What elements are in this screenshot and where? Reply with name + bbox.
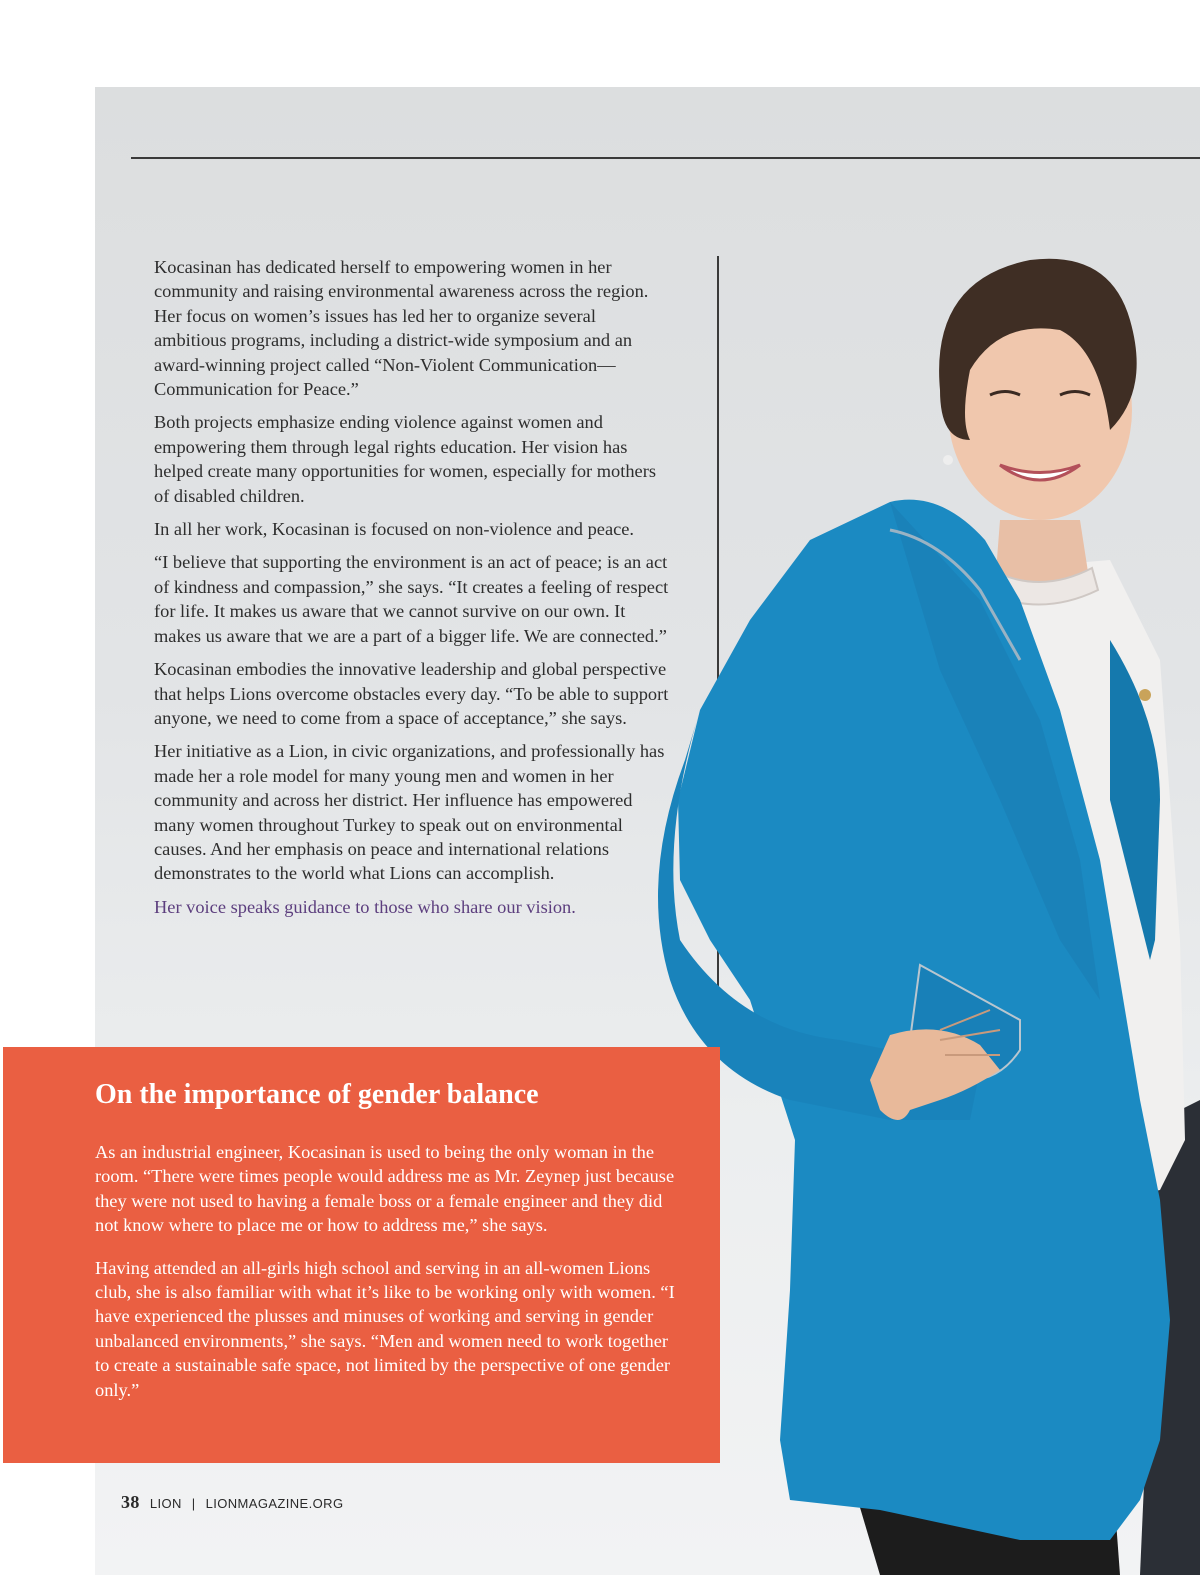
article-body [154,255,669,928]
page-footer [121,1492,343,1513]
top-rule [131,157,1200,159]
article-paragraph: Kocasinan has dedicated herself to empowering women in her community and raising environmental awareness across the region. Her focus on women’s issues has led her to organize several ambitious programs, including a district-wide symposium and an award-winning project called “Non-Violent Communication—Communication for Peace.” [154,257,649,400]
sidebar-paragraph: As an industrial engineer, Kocasinan is used to being the only woman in the room. “There were times people would address me as Mr. Zeynep just because they were not used to having a female boss or a female engineer and they did not know where to place me or how to address me,” she says. [95,1142,675,1236]
closing-line: Her voice speaks guidance to those who share our vision. [154,896,576,917]
sidebar-body [95,1140,675,1420]
article-paragraph: Kocasinan embodies the innovative leadership and global perspective that helps Lions overcome obstacles every day. “To be able to support anyone, we need to come from a space of acceptance,” she says. [154,659,669,728]
page-number: 38 [121,1492,140,1512]
footer-separator: | [191,1496,196,1511]
portrait-photo [640,240,1200,1575]
sidebar-title: On the importance of gender balance [95,1079,539,1110]
sidebar-paragraph: Having attended an all-girls high school and serving in an all-women Lions club, she is also familiar with what it’s like to be working only with women. “I have experienced the plusses and minuses of working and serving in gender unbalanced environments,” she says. “Men and women need to work together to create a sustainable safe space, not limited by the perspective of one gender only.” [95,1257,675,1400]
website-link[interactable]: LIONMAGAZINE.ORG [205,1496,344,1511]
article-paragraph: Her initiative as a Lion, in civic organizations, and professionally has made her a role model for many young men and women in her community and across her district. Her influence has empowered many women throughout Turkey to speak out on environmental causes. And her emphasis on peace and international relations demonstrates to the world what Lions can accomplish. [154,741,665,884]
magazine-name: LION [149,1496,182,1511]
article-paragraph: In all her work, Kocasinan is focused on non-violence and peace. [154,519,635,540]
article-paragraph: Both projects emphasize ending violence against women and empowering them through legal rights education. Her vision has helped create many opportunities for women, especially for mothers of disabled children. [154,412,656,506]
article-paragraph: “I believe that supporting the environment is an act of peace; is an act of kindness and compassion,” she says. “It creates a feeling of respect for life. It makes us aware that we cannot survive on our own. It makes us aware that we are a part of a bigger life. We are connected.” [154,552,669,646]
